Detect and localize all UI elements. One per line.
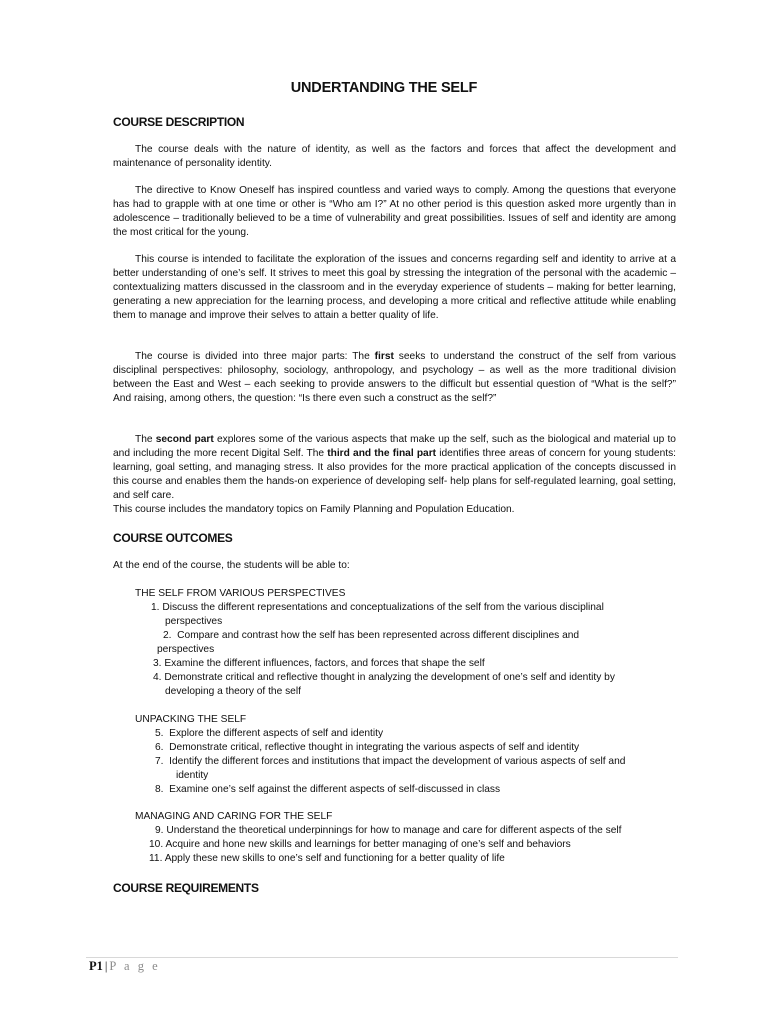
page-number: P1	[89, 959, 103, 973]
outcome-item: 7. Identify the different forces and institutions that impact the development of various aspects of self and identity	[155, 756, 626, 781]
document-title: UNDERTANDING THE SELF	[290, 80, 478, 96]
outcome-item: 1. Discuss the different representations and conceptualizations of the self from the various disciplinal perspectives	[151, 602, 604, 627]
outcome-item: 5. Explore the different aspects of self and identity	[155, 728, 384, 739]
outcome-item: 6. Demonstrate critical, reflective thought in integrating the various aspects of self and identity	[155, 742, 580, 753]
outcome-item: 9. Understand the theoretical underpinnings for how to manage and care for different aspects of the self	[155, 825, 622, 836]
course-outcomes-heading: COURSE OUTCOMES	[113, 531, 233, 545]
page-word: P a g e	[109, 959, 161, 973]
description-paragraph-4: The course is divided into three major parts: The first seeks to understand the construct of the self from various disciplinal perspectives: philosophy, sociology, anthropology, and psychology – as well as the more traditional division between the East and West – each seeking to provide answers to the difficult but essential question of “What is the self?” And raising, among others, the question: “Is there even such a construct as the self?”	[113, 351, 676, 404]
outcome-item: 2. Compare and contrast how the self has been represented across different disciplines and perspectives	[157, 630, 580, 655]
outcome-item: 10. Acquire and hone new skills and learnings for better managing of one’s self and behaviors	[149, 839, 571, 850]
page-footer	[89, 959, 160, 974]
outcome-item: 3. Examine the different influences, factors, and forces that shape the self	[153, 658, 485, 669]
outcomes-intro: At the end of the course, the students will be able to:	[113, 560, 350, 571]
outcome-item: 11. Apply these new skills to one’s self and functioning for a better quality of life	[149, 853, 505, 864]
outcome-item: 4. Demonstrate critical and reflective thought in analyzing the development of one’s self and identity by developing a theory of the self	[153, 672, 615, 697]
third-part-emphasis: third and the final part	[327, 448, 437, 459]
outcome-group-title: UNPACKING THE SELF	[135, 714, 247, 725]
footer-divider	[86, 957, 678, 958]
description-paragraph-1: The course deals with the nature of identity, as well as the factors and forces that affect the development and maintenance of personality identity.	[113, 144, 676, 169]
second-part-emphasis: second part	[155, 434, 214, 445]
first-part-emphasis: first	[374, 351, 394, 362]
outcome-group-title: THE SELF FROM VARIOUS PERSPECTIVES	[135, 588, 346, 599]
course-description-heading: COURSE DESCRIPTION	[113, 115, 245, 129]
outcome-group-title: MANAGING AND CARING FOR THE SELF	[135, 811, 333, 822]
description-paragraph-2: The directive to Know Oneself has inspired countless and varied ways to comply. Among the questions that everyone has had to grapple with at one time or other is “Who am I?” At no other period is this question asked more urgently than in adolescence – traditionally believed to be a time of vulnerability and great possibilities. Issues of self and identity are among the most critical for the young.	[113, 185, 676, 238]
outcome-item: 8. Examine one’s self against the different aspects of self-discussed in class	[155, 784, 501, 795]
course-requirements-heading: COURSE REQUIREMENTS	[113, 881, 259, 895]
description-paragraph-5: The second part explores some of the various aspects that make up the self, such as the biological and material up to and including the more recent Digital Self. The third and the final part identifies three areas of concern for young students: learning, goal setting, and managing stress. It also provides for the more practical application of the concepts discussed in this course and enables them the hands-on experience of developing self- help plans for self-regulated learning, goal setting, and self care.	[113, 434, 676, 501]
description-paragraph-6: This course includes the mandatory topics on Family Planning and Population Education.	[113, 504, 515, 515]
footer-separator: |	[104, 959, 108, 973]
description-paragraph-3: This course is intended to facilitate the exploration of the issues and concerns regarding self and identity to arrive at a better understanding of one’s self. It strives to meet this goal by stressing the integration of the personal with the academic – contextualizing matters discussed in the classroom and in the everyday experience of students – making for better learning, generating a new appreciation for the learning process, and developing a more critical and reflective attitude while enabling them to manage and improve their selves to attain a better quality of life.	[113, 254, 676, 321]
